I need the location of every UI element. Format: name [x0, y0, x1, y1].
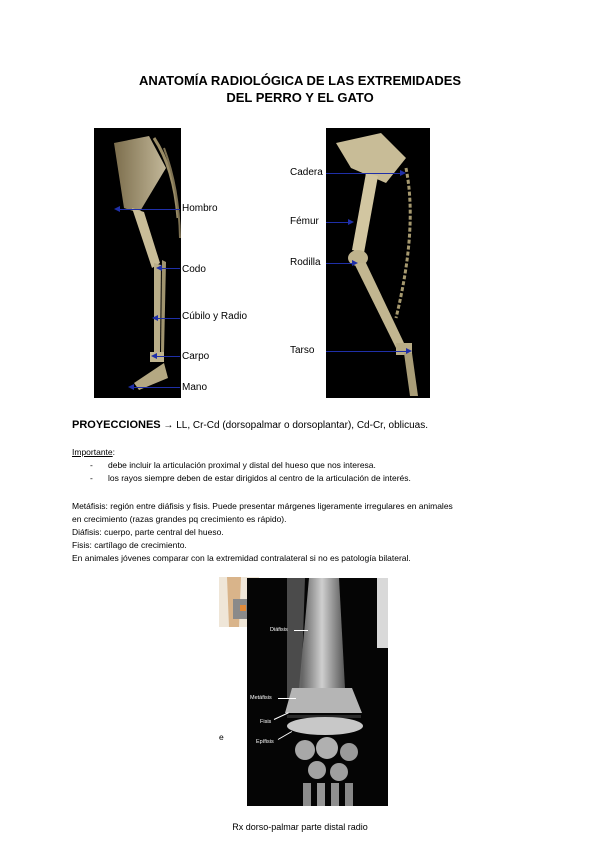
rodilla-arrowhead [352, 260, 358, 266]
xray-label-epifisis: Epífisis [256, 739, 274, 745]
xray-label-diafisis: Diáfisis [270, 627, 288, 633]
bullet-dash-2: - [90, 473, 93, 483]
hombro-arrowhead [114, 206, 120, 212]
projections-heading: PROYECCIONES [72, 419, 161, 431]
title-line-1: ANATOMÍA RADIOLÓGICA DE LAS EXTREMIDADES [138, 73, 462, 88]
cubito-radio-arrowhead [152, 315, 158, 321]
definition-line-5: En animales jóvenes comparar con la extremidad contralateral si no es patología bilateral. [72, 553, 411, 563]
xray-drawing [247, 578, 388, 806]
label-femur: Fémur [290, 216, 319, 227]
xray-label-metafisis: Metáfisis [250, 695, 272, 701]
important-colon: : [112, 447, 116, 457]
xray-label-fisis: Fisis [260, 719, 272, 725]
label-cubito-radio: Cúbilo y Radio [182, 311, 248, 322]
xray-image [247, 578, 388, 806]
cadera-arrow [326, 173, 400, 174]
diafisis-arrow [294, 630, 308, 631]
hombro-arrow [118, 209, 180, 210]
important-bullet-2: los rayos siempre deben de estar dirigidos al centro de la articulación de interés. [108, 473, 411, 483]
codo-arrow [160, 268, 180, 269]
label-tarso: Tarso [290, 345, 315, 356]
mano-arrowhead [128, 384, 134, 390]
projections-line [72, 419, 428, 431]
projections-text: LL, Cr-Cd (dorsopalmar o dorsoplantar), Cd-Cr, oblicuas. [176, 420, 428, 431]
cadera-arrowhead [400, 170, 406, 176]
page-title [0, 72, 600, 106]
codo-arrowhead [156, 265, 162, 271]
important-heading: Importante [72, 447, 113, 457]
tarso-arrowhead [406, 348, 412, 354]
label-codo: Codo [182, 264, 206, 275]
important-heading-line [72, 446, 115, 459]
title-line-2: DEL PERRO Y EL GATO [226, 90, 374, 105]
metafisis-arrow [278, 698, 296, 699]
definition-line-4: Fisis: cartílago de crecimiento. [72, 540, 187, 550]
carpo-arrow [155, 356, 180, 357]
projections-arrow: → [163, 420, 174, 431]
definition-line-2: en crecimiento (razas grandes pq crecimiento es rápido). [72, 514, 287, 524]
label-hombro: Hombro [182, 203, 218, 214]
definition-line-3: Diáfisis: cuerpo, parte central del hueso. [72, 527, 224, 537]
label-mano: Mano [182, 382, 208, 393]
femur-arrowhead [348, 219, 354, 225]
xray-caption: Rx dorso-palmar parte distal radio [232, 822, 368, 832]
definition-line-1: Metáfisis: región entre diáfisis y fisis. Puede presentar márgenes ligeramente irregulares en animales [72, 501, 453, 511]
tarso-arrow [326, 351, 406, 352]
rodilla-arrow [326, 263, 352, 264]
cubito-radio-arrow [156, 318, 180, 319]
bullet-dash-1: - [90, 460, 93, 470]
label-carpo: Carpo [182, 351, 210, 362]
front-limb-bones-drawing [94, 128, 181, 398]
label-rodilla: Rodilla [290, 257, 321, 268]
carpo-arrowhead [151, 353, 157, 359]
stray-mark: e [219, 732, 224, 742]
femur-arrow [326, 222, 348, 223]
front-limb-skeleton-image [94, 128, 181, 398]
important-bullet-1: debe incluir la articulación proximal y distal del hueso que nos interesa. [108, 460, 376, 470]
mano-arrow [132, 387, 180, 388]
label-cadera: Cadera [290, 167, 323, 178]
